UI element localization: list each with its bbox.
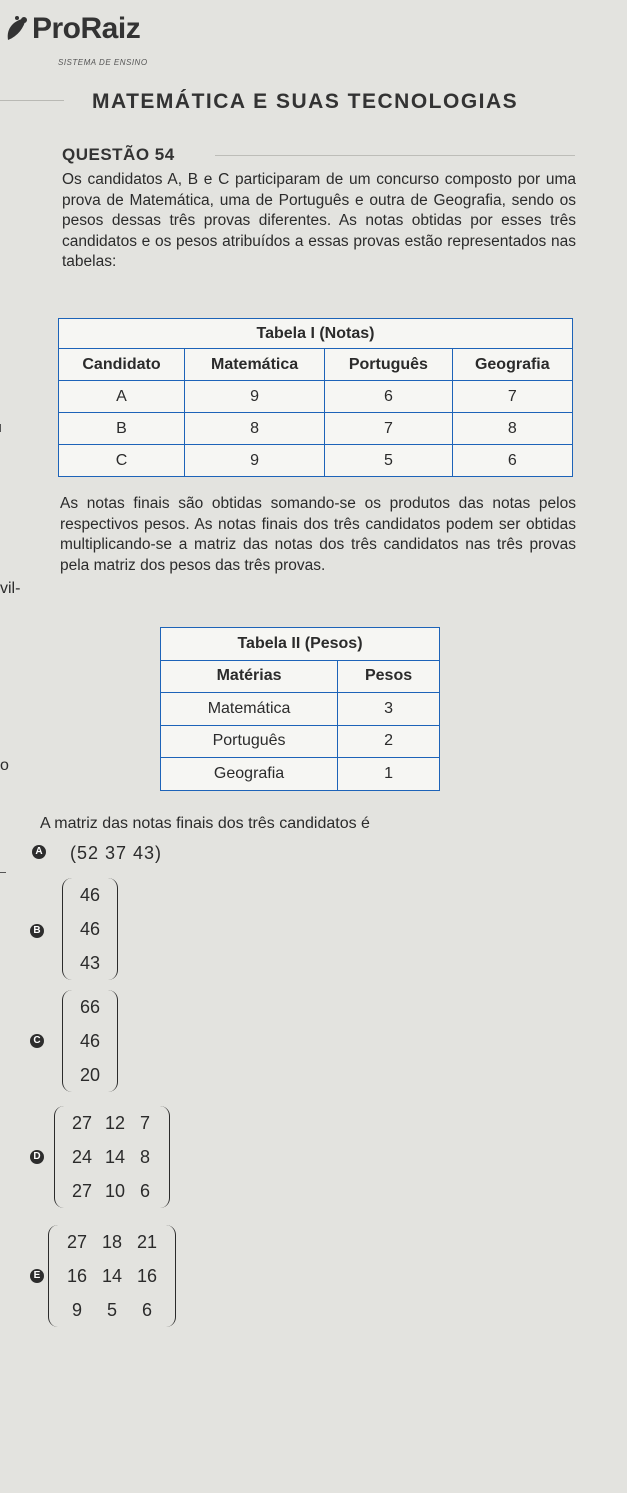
- option-a-badge[interactable]: A: [32, 845, 46, 859]
- table-row: [161, 725, 440, 758]
- right-paren: [108, 990, 118, 1092]
- column-header: Matérias: [161, 660, 338, 693]
- matrix-cell: 16: [66, 1266, 88, 1286]
- table-cell: 8: [184, 413, 324, 445]
- table-cell: 1: [338, 758, 440, 791]
- column-header: Geografia: [452, 349, 572, 381]
- right-paren: [108, 878, 118, 980]
- option-e-matrix[interactable]: [48, 1225, 176, 1327]
- option-a-matrix[interactable]: (52 37 43): [70, 843, 163, 863]
- right-paren: [160, 1106, 170, 1208]
- matrix-cell: 6: [139, 1181, 150, 1201]
- matrix-cell: 27: [71, 1181, 93, 1201]
- table-row: [59, 445, 573, 477]
- subject-title: MATEMÁTICA E SUAS TECNOLOGIAS: [92, 90, 519, 113]
- matrix-cell: 6: [141, 1300, 152, 1320]
- question-prompt: A matriz das notas finais dos três candidatos é: [40, 815, 370, 832]
- table-row: [161, 693, 440, 726]
- matrix-cell: 24: [71, 1147, 93, 1167]
- table-cell: 2: [338, 725, 440, 758]
- matrix-cell: 12: [104, 1113, 126, 1133]
- table-cell: Geografia: [161, 758, 338, 791]
- table-row: [59, 413, 573, 445]
- option-c-badge[interactable]: C: [30, 1034, 44, 1048]
- matrix-cells: [58, 1225, 166, 1327]
- margin-fragment: vil-: [0, 580, 21, 597]
- left-paren: [48, 1225, 58, 1327]
- option-b-matrix[interactable]: [62, 878, 118, 980]
- brand-logo: [4, 14, 140, 44]
- matrix-cell: 18: [101, 1232, 123, 1252]
- right-paren: [166, 1225, 176, 1327]
- option-d-matrix[interactable]: [54, 1106, 170, 1208]
- matrix-cells: [72, 990, 108, 1092]
- table-cell: B: [59, 413, 185, 445]
- divider: [215, 155, 575, 156]
- table-cell: 5: [325, 445, 452, 477]
- table-row: [161, 758, 440, 791]
- table-cell: 7: [452, 381, 572, 413]
- matrix-cell: 8: [139, 1147, 150, 1167]
- matrix-cell: 20: [79, 1065, 101, 1085]
- matrix-cell: 16: [136, 1266, 158, 1286]
- matrix-cell: 27: [71, 1113, 93, 1133]
- matrix-cell: 43: [79, 953, 101, 973]
- left-paren: [62, 990, 72, 1092]
- left-paren: [62, 878, 72, 980]
- matrix-cells: [72, 878, 108, 980]
- table-cell: 9: [184, 445, 324, 477]
- table-cell: C: [59, 445, 185, 477]
- option-c-matrix[interactable]: [62, 990, 118, 1092]
- column-header: Português: [325, 349, 452, 381]
- table-caption: Tabela II (Pesos): [161, 628, 440, 661]
- divider: [0, 100, 64, 101]
- matrix-cell: 10: [104, 1181, 126, 1201]
- matrix-cell: 9: [71, 1300, 82, 1320]
- matrix-cell: 7: [139, 1113, 150, 1133]
- table-cell: Português: [161, 725, 338, 758]
- matrix-cell: 46: [79, 919, 101, 939]
- matrix-cell: 14: [104, 1147, 126, 1167]
- table-row: [59, 381, 573, 413]
- leaf-icon: [4, 14, 30, 42]
- left-paren: [54, 1106, 64, 1208]
- matrix-cell: 14: [101, 1266, 123, 1286]
- table-cell: 9: [184, 381, 324, 413]
- table-cell: 6: [452, 445, 572, 477]
- margin-mark: [0, 872, 6, 881]
- margin-fragment: o: [0, 757, 9, 774]
- option-b-badge[interactable]: B: [30, 924, 44, 938]
- matrix-cell: 5: [106, 1300, 117, 1320]
- table-pesos: [160, 627, 440, 791]
- matrix-cell: 21: [136, 1232, 158, 1252]
- table-cell: 7: [325, 413, 452, 445]
- table-caption: Tabela I (Notas): [59, 319, 573, 349]
- option-d-badge[interactable]: D: [30, 1150, 44, 1164]
- matrix-cell: 66: [79, 997, 101, 1017]
- matrix-cell: 46: [79, 885, 101, 905]
- brand-tagline: SISTEMA DE ENSINO: [58, 58, 148, 67]
- matrix-cell: 27: [66, 1232, 88, 1252]
- matrix-cells: [64, 1106, 160, 1208]
- table-cell: 6: [325, 381, 452, 413]
- option-e-badge[interactable]: E: [30, 1269, 44, 1283]
- table-cell: Matemática: [161, 693, 338, 726]
- table-notas: [58, 318, 573, 477]
- margin-mark: [0, 424, 6, 432]
- table-cell: 3: [338, 693, 440, 726]
- question-label: QUESTÃO 54: [62, 145, 175, 164]
- table-cell: 8: [452, 413, 572, 445]
- explanation-text: As notas finais são obtidas somando-se os produtos das notas pelos respectivos pesos. As notas finais dos três candidatos podem ser obtidas multiplicando-se a matriz das notas dos três candidatos nas três provas pela matriz dos pesos das três provas.: [60, 495, 576, 574]
- column-header: Candidato: [59, 349, 185, 381]
- table-cell: A: [59, 381, 185, 413]
- column-header: Matemática: [184, 349, 324, 381]
- intro-text: Os candidatos A, B e C participaram de um concurso composto por uma prova de Matemática, uma de Português e outra de Geografia, sendo os pesos dessas três provas diferentes. As notas obtidas por esses três candidatos e os pesos atribuídos a essas provas estão representados nas tabelas:: [62, 171, 576, 270]
- matrix-cell: 46: [79, 1031, 101, 1051]
- column-header: Pesos: [338, 660, 440, 693]
- brand-name: ProRaiz: [32, 12, 141, 45]
